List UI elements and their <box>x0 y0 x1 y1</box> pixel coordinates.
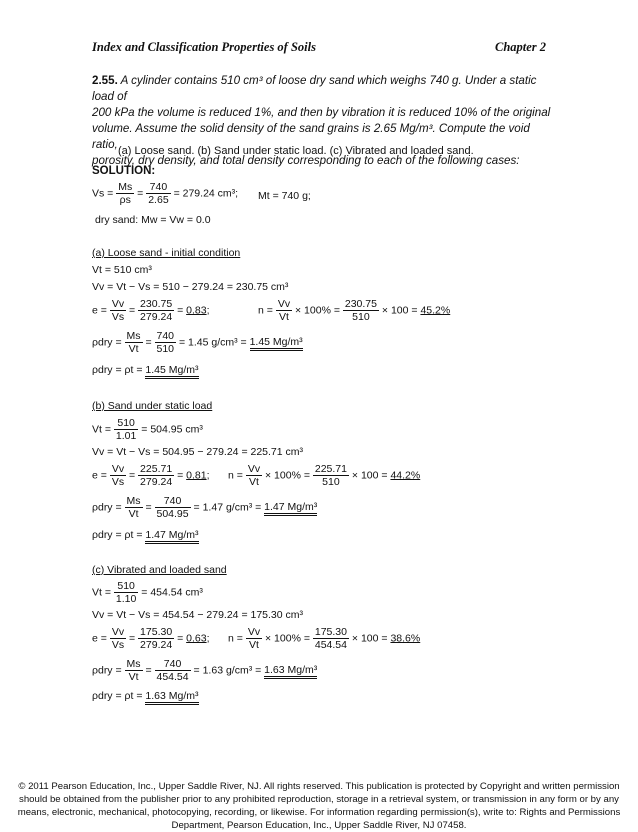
rho-den: Vt <box>128 671 139 683</box>
rho-result: 1.45 Mg/m³ <box>250 336 303 351</box>
case-b-dry-density: ρdry = $\frac{Ms}{Vt}$ = $\frac{740}{504.95}$ = 1.47 g/cm³ = 1.47 Mg/m³ <box>92 495 318 520</box>
rho-frac-num <box>155 495 191 520</box>
rho-num: Ms <box>126 495 141 507</box>
n-num2: 175.30 <box>314 626 347 638</box>
e-num2: 175.30 <box>140 626 173 638</box>
case-c-heading: (c) Vibrated and loaded sand <box>92 564 227 576</box>
case-c-total-density <box>92 690 199 702</box>
rhot-result: 1.63 Mg/m³ <box>145 690 198 705</box>
mt-value: Mt = 740 g; <box>258 190 311 202</box>
rho-num2: 740 <box>155 658 191 671</box>
e-num2: 225.71 <box>140 463 173 475</box>
e-lhs: e = <box>92 632 107 645</box>
rhot-result: 1.47 Mg/m³ <box>145 529 198 544</box>
e-lhs: e = <box>92 469 107 482</box>
rho-den2: 510 <box>156 343 175 355</box>
vt-den: 1.01 <box>115 430 137 442</box>
problem-cases: (a) Loose sand. (b) Sand under static load. (c) Vibrated and loaded sand. <box>118 145 474 157</box>
n-frac-num <box>313 463 349 488</box>
vs-fraction-symbolic <box>116 181 134 206</box>
case-a-vv: Vv = Vt − Vs = 510 − 279.24 = 230.75 cm³ <box>92 281 289 293</box>
n-frac-num <box>313 626 349 651</box>
rho-lhs: ρdry = <box>92 501 122 514</box>
e-den: Vs <box>111 639 125 651</box>
n-lhs: n = <box>228 469 243 482</box>
vs-fraction-numeric <box>146 181 170 206</box>
case-b-porosity: n = $\frac{Vv}{Vt}$ × 100% = $\frac{225.71}{510}$ × 100 = 44.2% <box>228 463 421 488</box>
vt-frac <box>114 417 138 442</box>
vt-den: 1.10 <box>115 593 137 605</box>
e-num: Vv <box>111 298 125 310</box>
rhot-result: 1.45 Mg/m³ <box>145 364 198 379</box>
n-num: Vv <box>277 298 291 310</box>
vt-lhs: Vt = <box>92 423 111 436</box>
e-den: Vs <box>111 476 125 488</box>
case-a-void-ratio: e = $\frac{Vv}{Vs}$ = $\frac{230.75}{279.24}$ = 0.83; <box>92 298 210 323</box>
n-num: Vv <box>247 626 261 638</box>
page-header-chapter: Chapter 2 <box>495 40 547 54</box>
e-den2: 279.24 <box>140 639 173 651</box>
n-num2: 225.71 <box>314 463 347 475</box>
case-a-dry-density: ρdry = $\frac{Ms}{Vt}$ = $\frac{740}{510}$ = 1.45 g/cm³ = 1.45 Mg/m³ <box>92 330 303 355</box>
rho-lhs: ρdry = <box>92 664 122 677</box>
n-frac-num <box>343 298 379 323</box>
e-lhs: e = <box>92 304 107 317</box>
rho-result: 1.63 Mg/m³ <box>264 664 317 679</box>
problem-number: 2.55. <box>92 74 118 87</box>
vs-num2: 740 <box>146 181 170 194</box>
problem-line-4: porosity, dry density, and total density corresponding to each of the following cases: <box>92 154 520 167</box>
rhot-lhs: ρdry = ρt = <box>92 529 143 541</box>
rho-frac-sym <box>125 495 143 520</box>
case-c-vt <box>92 580 203 605</box>
problem-line-2: 200 kPa the volume is reduced 1%, and then by vibration it is reduced 10% of the original <box>92 106 551 119</box>
n-lhs: n = <box>258 304 273 317</box>
e-den: Vs <box>111 311 125 323</box>
vs-num: Ms <box>118 181 133 193</box>
n-frac-sym <box>246 463 262 488</box>
rho-num2: 740 <box>155 495 191 508</box>
vs-equation <box>92 181 238 206</box>
rho-mid: = 1.63 g/cm³ = <box>193 664 262 677</box>
e-frac-sym <box>110 626 126 651</box>
vt-num: 510 <box>114 417 138 430</box>
case-b-total-density <box>92 529 199 541</box>
vt-frac <box>114 580 138 605</box>
rho-den: Vt <box>128 508 139 520</box>
dry-sand-line: dry sand: Mw = Vw = 0.0 <box>95 214 211 226</box>
rho-frac-num <box>155 330 177 355</box>
rhot-lhs: ρdry = ρt = <box>92 364 143 376</box>
case-a-heading: (a) Loose sand - initial condition <box>92 247 241 259</box>
e-frac-num <box>138 463 174 488</box>
case-a-vt: Vt = 510 cm³ <box>92 264 152 276</box>
vs-den2: 2.65 <box>148 194 169 206</box>
case-b-vt <box>92 417 203 442</box>
vs-result: = 279.24 cm³; <box>173 187 239 200</box>
n-den2: 454.54 <box>314 639 347 651</box>
e-result: 0.63 <box>186 632 207 645</box>
case-c-vv: Vv = Vt − Vs = 454.54 − 279.24 = 175.30 cm³ <box>92 609 304 621</box>
e-frac-sym <box>110 463 126 488</box>
rho-result: 1.47 Mg/m³ <box>264 501 317 516</box>
rho-lhs: ρdry = <box>92 336 122 349</box>
e-den2: 279.24 <box>140 476 173 488</box>
rho-den2: 504.95 <box>156 508 189 520</box>
n-den: Vt <box>248 639 259 651</box>
vs-lhs: Vs = <box>92 187 114 200</box>
rho-mid: = 1.45 g/cm³ = <box>178 336 247 349</box>
vs-equals: = <box>137 187 144 200</box>
case-a-total-density <box>92 364 199 376</box>
vt-lhs: Vt = <box>92 586 111 599</box>
n-num: Vv <box>247 463 261 475</box>
copyright-footer: © 2011 Pearson Education, Inc., Upper Saddle River, NJ. All rights reserved. This publication is protected by Copyright and written permission should be obtained from the publisher prior to any prohibited reproduction, storage in a retrieval system, or transmission in any form or by any means, electronic, mechanical, photocopying, recording, or likewise. For information regarding permission(s), write to: Rights and Permissions Department, Pearson Education, Inc., Upper Saddle River, NJ 07458. <box>17 781 621 831</box>
problem-text-1: A cylinder contains 510 cm³ of loose dry sand which weighs 740 g. Under a static load of <box>92 74 537 103</box>
page-header-title: Index and Classification Properties of Soils <box>92 40 316 54</box>
n-den: Vt <box>278 311 289 323</box>
e-num2: 230.75 <box>140 298 173 310</box>
e-result: 0.81 <box>186 469 207 482</box>
vt-num: 510 <box>114 580 138 593</box>
vs-den: ρs <box>119 194 131 206</box>
case-c-porosity: n = $\frac{Vv}{Vt}$ × 100% = $\frac{175.30}{454.54}$ × 100 = 38.6% <box>228 626 421 651</box>
rho-num: Ms <box>126 330 141 342</box>
rho-frac-num <box>155 658 191 683</box>
rhot-lhs: ρdry = ρt = <box>92 690 143 702</box>
case-b-void-ratio: e = $\frac{Vv}{Vs}$ = $\frac{225.71}{279.24}$ = 0.81; <box>92 463 210 488</box>
n-den2: 510 <box>322 476 340 488</box>
problem-line-3: volume. Assume the solid density of the sand grains is 2.65 Mg/m³. Compute the void ratio, <box>92 122 530 151</box>
case-b-heading: (b) Sand under static load <box>92 400 213 412</box>
n-den: Vt <box>248 476 259 488</box>
n-result: 45.2% <box>420 304 451 317</box>
vt-result: = 454.54 cm³ <box>141 586 203 599</box>
n-result: 44.2% <box>390 469 421 482</box>
rho-num2: 740 <box>156 330 175 342</box>
e-num: Vv <box>111 626 125 638</box>
case-b-vv: Vv = Vt − Vs = 504.95 − 279.24 = 225.71 cm³ <box>92 446 304 458</box>
e-frac-num <box>138 626 174 651</box>
n-mul: × 100% = <box>295 304 340 317</box>
n-result: 38.6% <box>390 632 421 645</box>
vt-result: = 504.95 cm³ <box>141 423 203 436</box>
rho-den2: 454.54 <box>156 671 189 683</box>
e-frac-num <box>138 298 174 323</box>
case-c-void-ratio: e = $\frac{Vv}{Vs}$ = $\frac{175.30}{279.24}$ = 0.63; <box>92 626 210 651</box>
rho-num: Ms <box>126 658 141 670</box>
e-result: 0.83 <box>186 304 207 317</box>
n-lhs: n = <box>228 632 243 645</box>
n-den2: 510 <box>352 311 370 323</box>
problem-line-1 <box>92 73 552 105</box>
case-c-dry-density: ρdry = $\frac{Ms}{Vt}$ = $\frac{740}{454.54}$ = 1.63 g/cm³ = 1.63 Mg/m³ <box>92 658 318 683</box>
n-mul: × 100% = <box>265 632 310 645</box>
e-den2: 279.24 <box>140 311 173 323</box>
case-a-porosity: n = $\frac{Vv}{Vt}$ × 100% = $\frac{230.75}{510}$ × 100 = 45.2% <box>258 298 451 323</box>
solution-label: SOLUTION: <box>92 165 156 177</box>
e-num: Vv <box>111 463 125 475</box>
rho-den: Vt <box>128 343 139 355</box>
n-num2: 230.75 <box>344 298 377 310</box>
rho-frac-sym <box>125 330 143 355</box>
rho-frac-sym <box>125 658 143 683</box>
e-frac-sym <box>110 298 126 323</box>
rho-mid: = 1.47 g/cm³ = <box>193 501 262 514</box>
n-frac-sym <box>276 298 292 323</box>
n-frac-sym <box>246 626 262 651</box>
n-mul: × 100% = <box>265 469 310 482</box>
